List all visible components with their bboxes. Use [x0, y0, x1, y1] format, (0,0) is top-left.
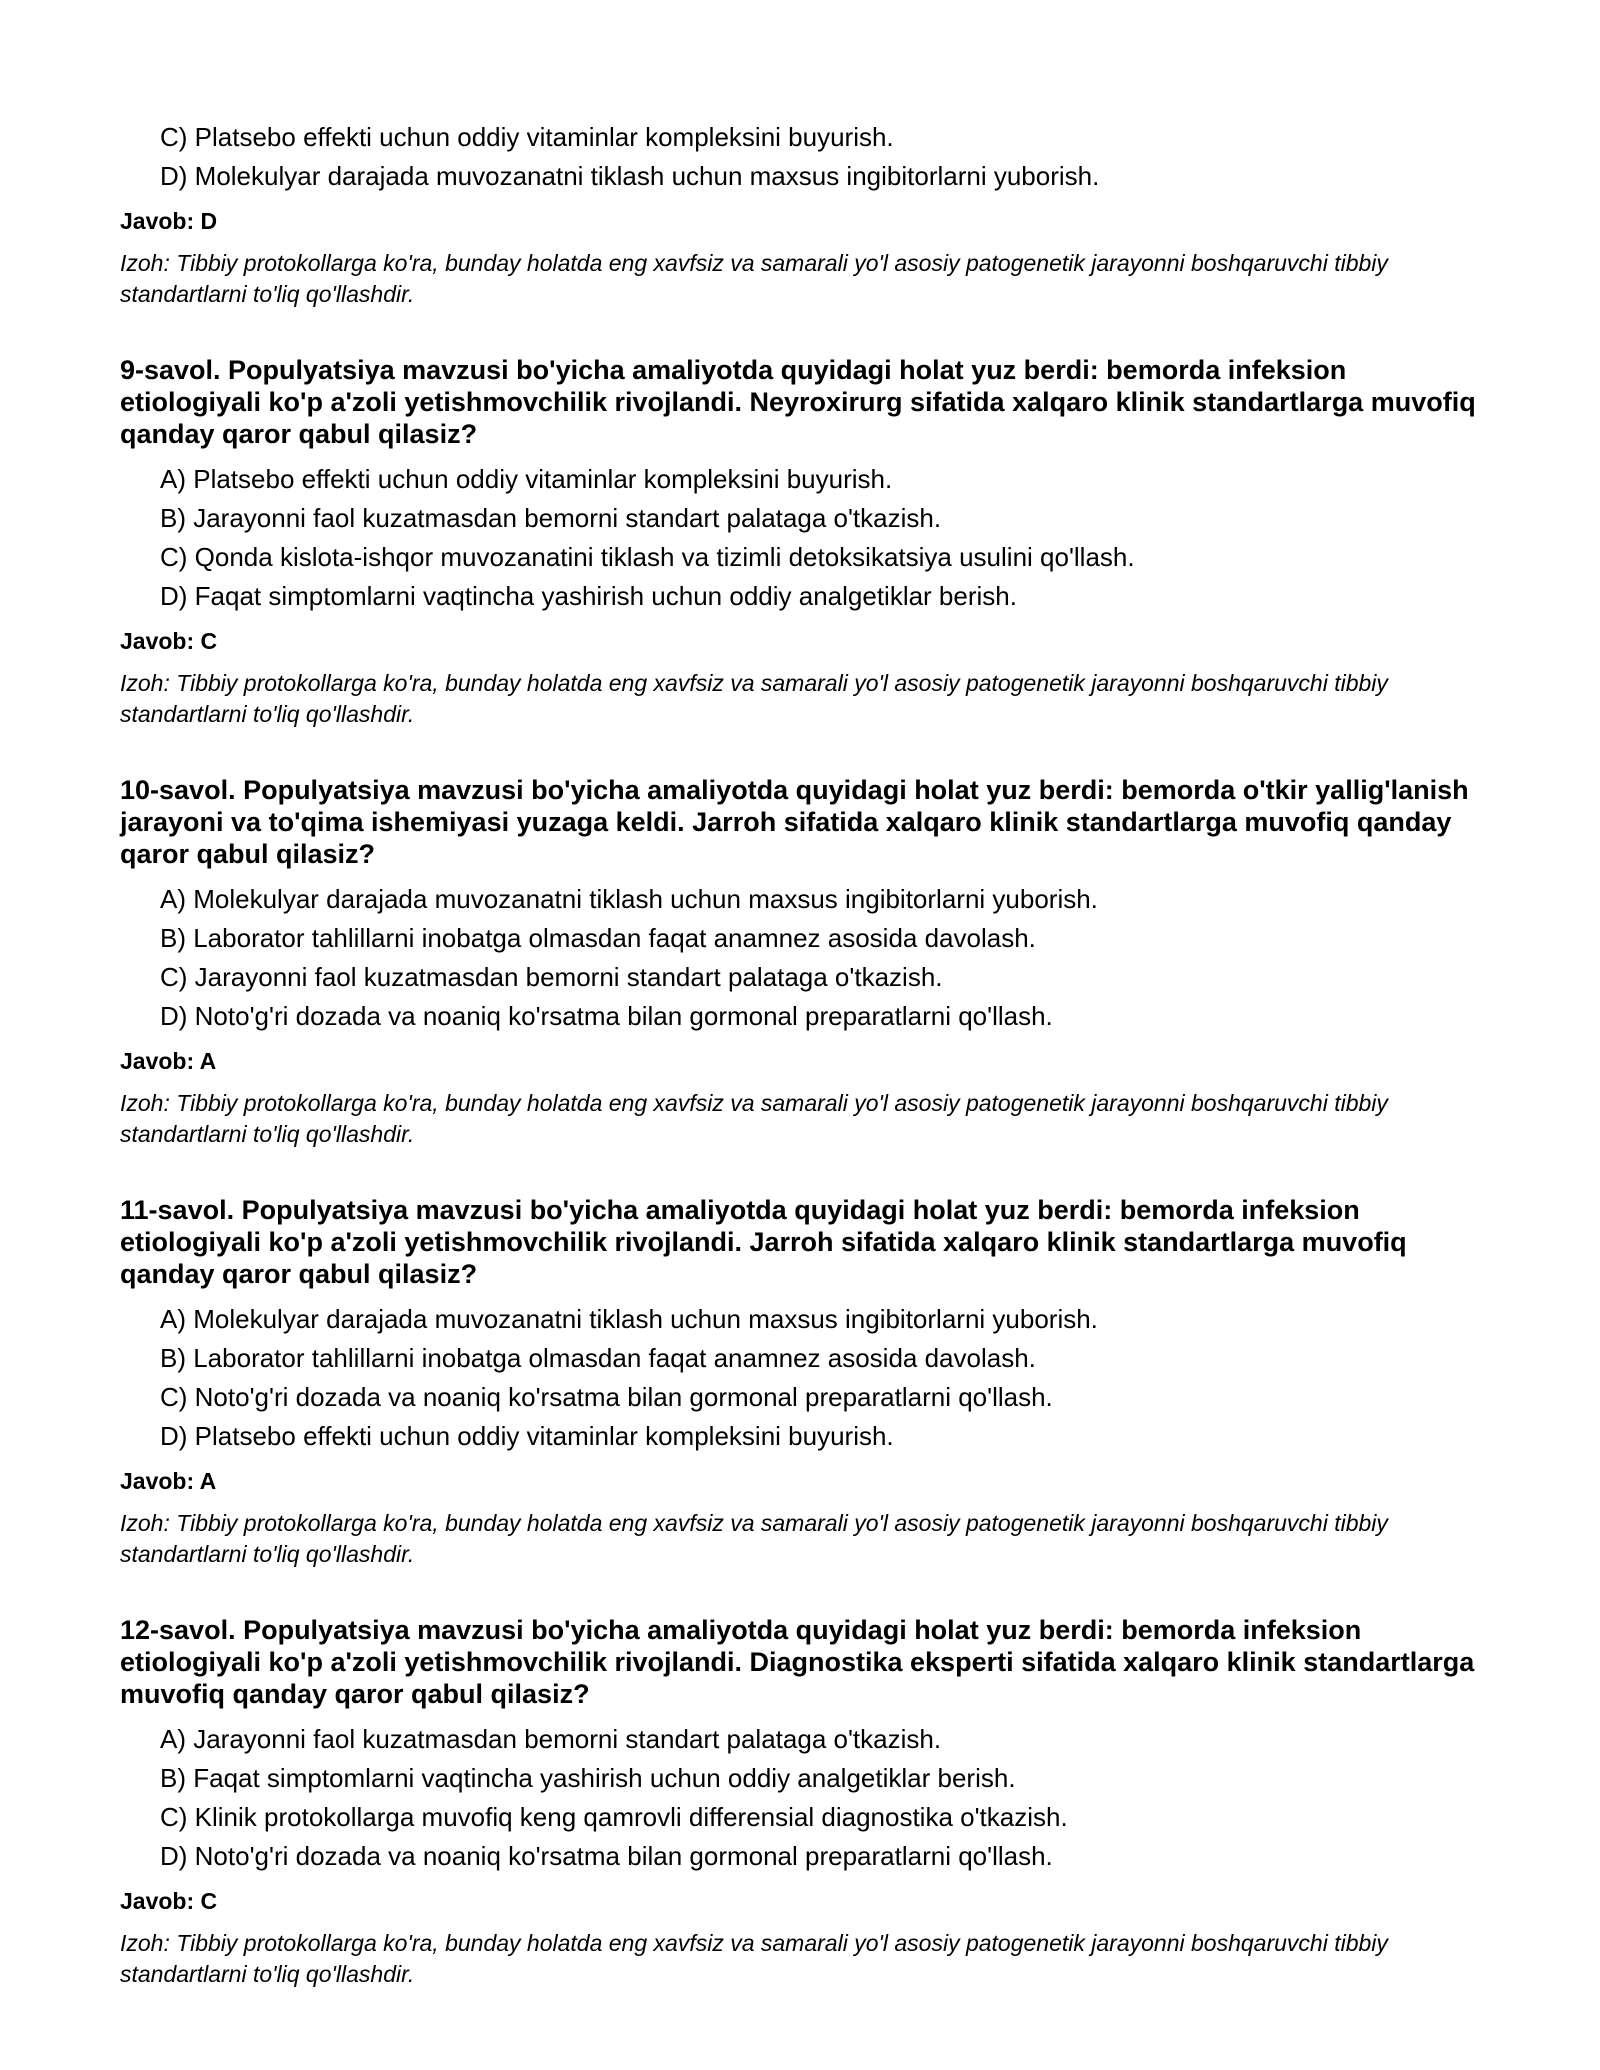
- answer-label: Javob: A: [120, 1468, 217, 1494]
- option-a: A) Molekulyar darajada muvozanatni tiklash uchun maxsus ingibitorlarni yuborish.: [160, 1304, 1098, 1334]
- option-d: D) Noto'g'ri dozada va noaniq ko'rsatma bilan gormonal preparatlarni qo'llash.: [160, 1001, 1053, 1031]
- question-block-10: [120, 774, 1480, 1150]
- option-c: C) Noto'g'ri dozada va noaniq ko'rsatma bilan gormonal preparatlarni qo'llash.: [160, 1382, 1053, 1412]
- explanation-note: Izoh: Tibbiy protokollarga ko'ra, bunday holatda eng xavfsiz va samarali yo'l asosiy patogenetik jarayonni boshqaruvchi tibbiy standartlarni to'liq qo'llashdir.: [120, 250, 1388, 307]
- question-block-continued: [120, 118, 1480, 310]
- option-a: A) Molekulyar darajada muvozanatni tiklash uchun maxsus ingibitorlarni yuborish.: [160, 884, 1098, 914]
- question-block-12: [120, 1614, 1480, 1990]
- option-b: B) Faqat simptomlarni vaqtincha yashirish uchun oddiy analgetiklar berish.: [160, 1763, 1016, 1793]
- explanation-note: Izoh: Tibbiy protokollarga ko'ra, bunday holatda eng xavfsiz va samarali yo'l asosiy patogenetik jarayonni boshqaruvchi tibbiy standartlarni to'liq qo'llashdir.: [120, 1090, 1388, 1147]
- option-c: C) Klinik protokollarga muvofiq keng qamrovli differensial diagnostika o'tkazish.: [160, 1802, 1068, 1832]
- option-d: D) Molekulyar darajada muvozanatni tiklash uchun maxsus ingibitorlarni yuborish.: [160, 161, 1100, 191]
- explanation-note: Izoh: Tibbiy protokollarga ko'ra, bunday holatda eng xavfsiz va samarali yo'l asosiy patogenetik jarayonni boshqaruvchi tibbiy standartlarni to'liq qo'llashdir.: [120, 1510, 1388, 1567]
- answer-label: Javob: A: [120, 1048, 217, 1074]
- question-text: 10-savol. Populyatsiya mavzusi bo'yicha amaliyotda quyidagi holat yuz berdi: bemorda o'tkir yallig'lanish jarayoni va to'qima ishemiyasi yuzaga keldi. Jarroh sifatida xalqaro klinik standartlarga muvofiq qanday qaror qabul qilasiz?: [120, 775, 1469, 869]
- option-a: A) Jarayonni faol kuzatmasdan bemorni standart palataga o'tkazish.: [160, 1724, 942, 1754]
- option-b: B) Laborator tahlillarni inobatga olmasdan faqat anamnez asosida davolash.: [160, 1343, 1036, 1373]
- option-c: C) Qonda kislota-ishqor muvozanatini tiklash va tizimli detoksikatsiya usulini qo'llash.: [160, 542, 1135, 572]
- answer-label: Javob: C: [120, 1888, 218, 1914]
- explanation-note: Izoh: Tibbiy protokollarga ko'ra, bunday holatda eng xavfsiz va samarali yo'l asosiy patogenetik jarayonni boshqaruvchi tibbiy standartlarni to'liq qo'llashdir.: [120, 1930, 1388, 1987]
- option-b: B) Laborator tahlillarni inobatga olmasdan faqat anamnez asosida davolash.: [160, 923, 1036, 953]
- answer-label: Javob: C: [120, 628, 218, 654]
- option-a: A) Platsebo effekti uchun oddiy vitaminlar kompleksini buyurish.: [160, 464, 893, 494]
- option-c: C) Jarayonni faol kuzatmasdan bemorni standart palataga o'tkazish.: [160, 962, 943, 992]
- option-d: D) Noto'g'ri dozada va noaniq ko'rsatma bilan gormonal preparatlarni qo'llash.: [160, 1841, 1053, 1871]
- question-text: 11-savol. Populyatsiya mavzusi bo'yicha amaliyotda quyidagi holat yuz berdi: bemorda infeksion etiologiyali ko'p a'zoli yetishmovchilik rivojlandi. Jarroh sifatida xalqaro klinik standartlarga muvofiq qanday qaror qabul qilasiz?: [120, 1195, 1407, 1289]
- option-d: D) Faqat simptomlarni vaqtincha yashirish uchun oddiy analgetiklar berish.: [160, 581, 1017, 611]
- option-c: C) Platsebo effekti uchun oddiy vitaminlar kompleksini buyurish.: [160, 122, 894, 152]
- option-d: D) Platsebo effekti uchun oddiy vitaminlar kompleksini buyurish.: [160, 1421, 894, 1451]
- answer-label: Javob: D: [120, 208, 218, 234]
- question-block-9: [120, 354, 1480, 730]
- document-page: [120, 118, 1480, 1990]
- explanation-note: Izoh: Tibbiy protokollarga ko'ra, bunday holatda eng xavfsiz va samarali yo'l asosiy patogenetik jarayonni boshqaruvchi tibbiy standartlarni to'liq qo'llashdir.: [120, 670, 1388, 727]
- option-b: B) Jarayonni faol kuzatmasdan bemorni standart palataga o'tkazish.: [160, 503, 942, 533]
- question-block-11: [120, 1194, 1480, 1570]
- question-text: 12-savol. Populyatsiya mavzusi bo'yicha amaliyotda quyidagi holat yuz berdi: bemorda infeksion etiologiyali ko'p a'zoli yetishmovchilik rivojlandi. Diagnostika eksperti sifatida xalqaro klinik standartlarga muvofiq qanday qaror qabul qilasiz?: [120, 1615, 1475, 1709]
- question-text: 9-savol. Populyatsiya mavzusi bo'yicha amaliyotda quyidagi holat yuz berdi: bemorda infeksion etiologiyali ko'p a'zoli yetishmovchilik rivojlandi. Neyroxirurg sifatida xalqaro klinik standartlarga muvofiq qanday qaror qabul qilasiz?: [120, 355, 1476, 449]
